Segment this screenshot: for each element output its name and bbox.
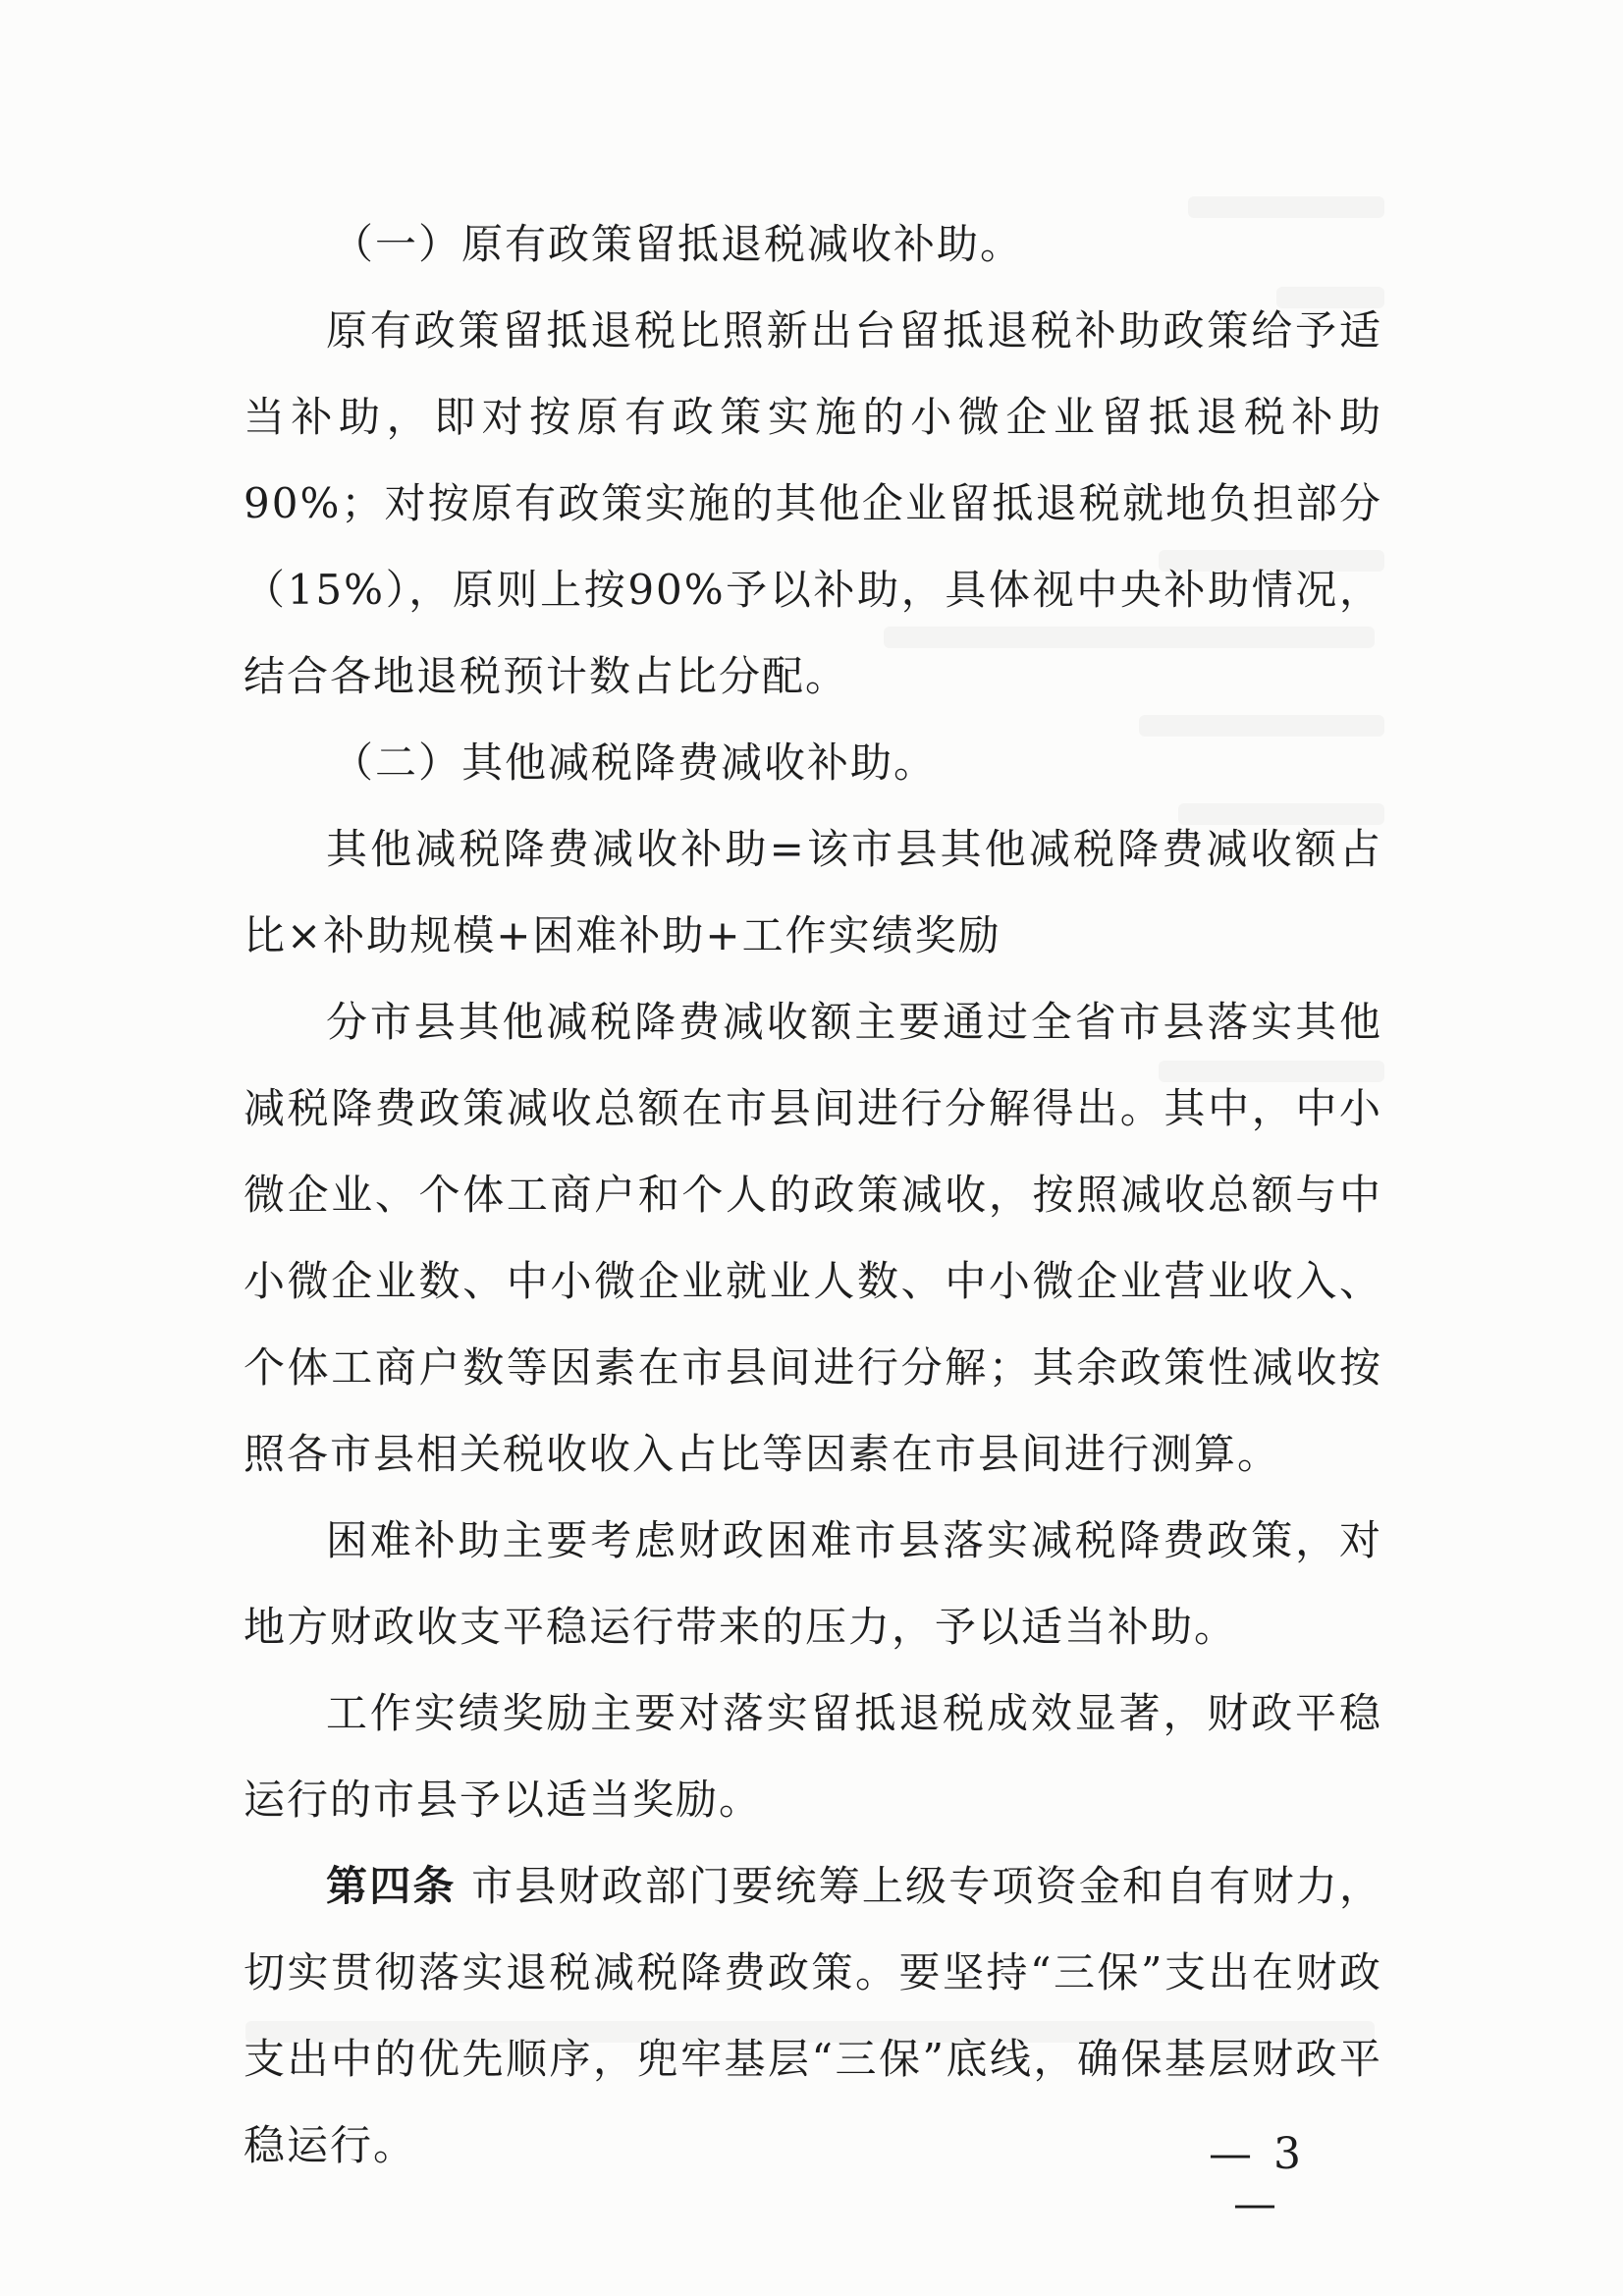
page-number: — 3 — [1209, 2129, 1305, 2229]
paragraph-original-policy: 原有政策留抵退税比照新出台留抵退税补助政策给予适当补助，即对按原有政策实施的小微企业留抵退税补助90%；对按原有政策实施的其他企业留抵退税就地负担部分（15%），原则上按90%予以补助，具体视中央补助情况，结合各地退税预计数占比分配。 [243, 306, 1382, 700]
article-four-text: 市县财政部门要统筹上级专项资金和自有财力，切实贯彻落实退税减税降费政策。要坚持“三保”支出在财政支出中的优先顺序，兜牢基层“三保”底线，确保基层财政平稳运行。 [243, 1862, 1382, 2169]
paragraph-formula: 其他减税降费减收补助=该市县其他减税降费减收额占比×补助规模+困难补助+工作实绩奖励 [243, 825, 1382, 959]
paragraph-performance-award: 工作实绩奖励主要对落实留抵退税成效显著，财政平稳运行的市县予以适当奖励。 [243, 1689, 1382, 1824]
article-four-label: 第四条 [326, 1862, 457, 1910]
section-heading-2: （二）其他减税降费减收补助。 [332, 738, 938, 787]
section-heading-1: （一）原有政策留抵退税减收补助。 [332, 220, 1024, 268]
paragraph-allocation: 分市县其他减税降费减收额主要通过全省市县落实其他减税降费政策减收总额在市县间进行分解得出。其中，中小微企业、个体工商户和个人的政策减收，按照减收总额与中小微企业数、中小微企业就业人数、中小微企业营业收入、个体工商户数等因素在市县间进行分解；其余政策性减收按照各市县相关税收收入占比等因素在市县间进行测算。 [243, 998, 1382, 1478]
paragraph-difficulty-subsidy: 困难补助主要考虑财政困难市县落实减税降费政策，对地方财政收支平稳运行带来的压力，予以适当补助。 [243, 1516, 1382, 1651]
document-body [243, 201, 1382, 2189]
article-four-spacer [457, 1862, 472, 1910]
